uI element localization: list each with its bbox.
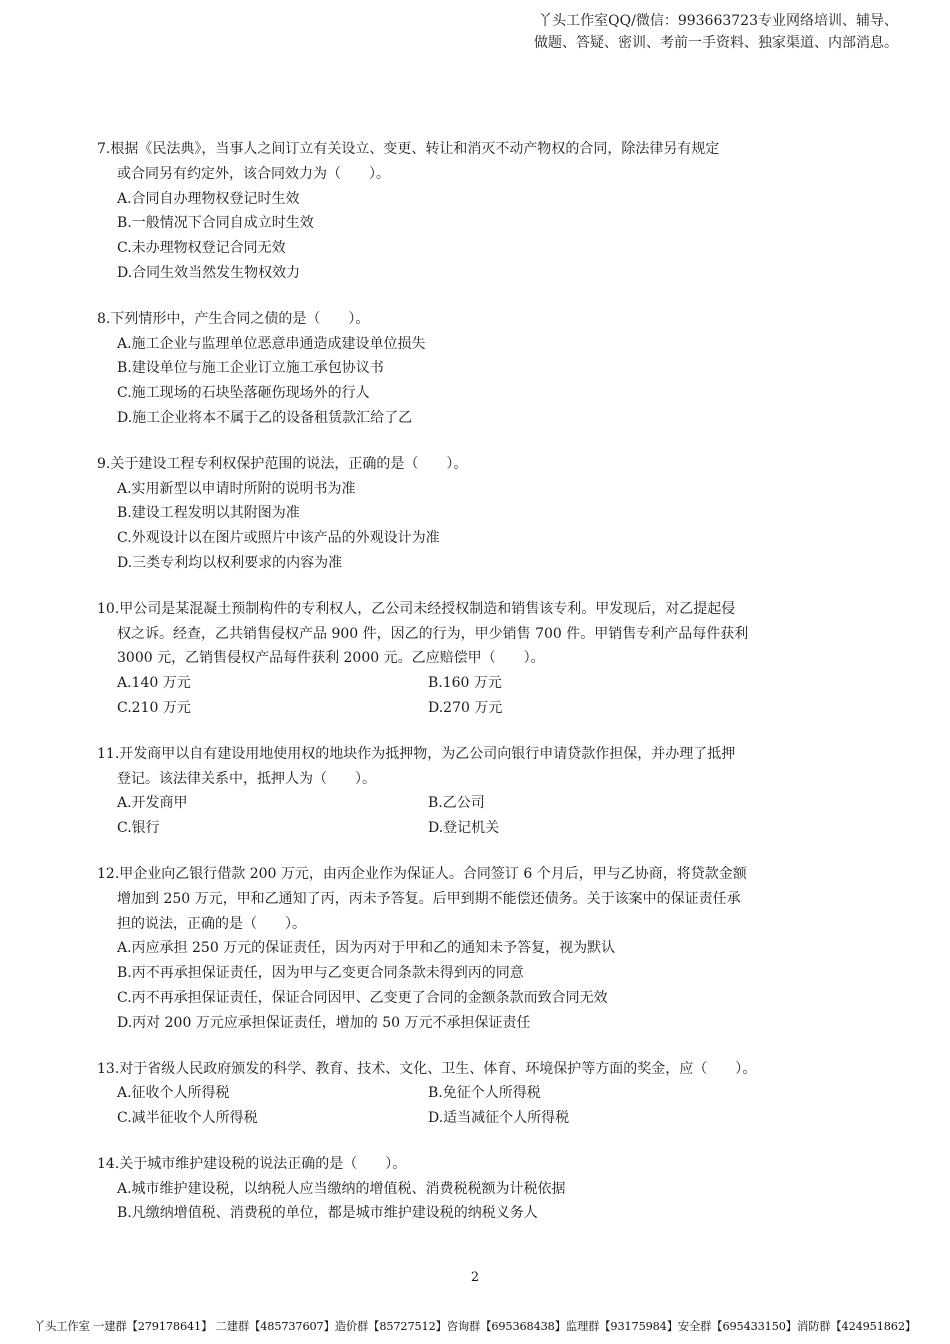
option-row xyxy=(97,1106,867,1131)
option-a: A.丙应承担 250 万元的保证责任，因为丙对于甲和乙的通知未予答复，视为默认 xyxy=(117,940,616,957)
stem-line: 或合同另有约定外，该合同效力为（ ）。 xyxy=(117,165,390,182)
option-row xyxy=(97,1081,867,1106)
question-stem xyxy=(97,1152,867,1177)
stem-line: 14.关于城市维护建设税的说法正确的是（ ）。 xyxy=(97,1155,407,1172)
stem-line: 11.开发商甲以自有建设用地使用权的地块作为抵押物，为乙公司向银行申请贷款作担保，并办理了抵押 xyxy=(97,745,736,762)
stem-line: 7.根据《民法典》，当事人之间订立有关设立、变更、转让和消灭不动产物权的合同，除法律另有规定 xyxy=(97,141,720,157)
option-b: B.建设单位与施工企业订立施工承包协议书 xyxy=(117,360,384,377)
question-11 xyxy=(97,742,867,841)
option-c: C.银行 xyxy=(117,820,160,837)
question-7 xyxy=(97,137,867,286)
question-stem xyxy=(97,597,867,671)
option-d: D.270 万元 xyxy=(428,699,503,716)
option-b: B.乙公司 xyxy=(428,795,485,812)
stem-line: 9.关于建设工程专利权保护范围的说法，正确的是（ ）。 xyxy=(97,455,468,472)
question-stem xyxy=(97,452,867,477)
stem-line: 10.甲公司是某混凝土预制构件的专利权人，乙公司未经授权制造和销售该专利。甲发现后，对乙提起侵 xyxy=(97,600,736,617)
question-stem xyxy=(97,742,867,792)
option-b: B.160 万元 xyxy=(428,675,502,692)
stem-line: 12.甲企业向乙银行借款 200 万元，由丙企业作为保证人。合同签订 6 个月后，甲与乙协商，将贷款金额 xyxy=(97,865,747,882)
stem-line: 权之诉。经查，乙共销售侵权产品 900 件，因乙的行为，甲少销售 700 件。甲销售专利产品每件获利 xyxy=(117,625,749,642)
header-line-1: 丫头工作室QQ/微信：993663723专业网络培训、辅导、 xyxy=(538,13,898,29)
option-row xyxy=(97,816,867,841)
option-b: B.凡缴纳增值税、消费税的单位，都是城市维护建设税的纳税义务人 xyxy=(117,1205,538,1222)
option-row xyxy=(97,791,867,816)
stem-line: 登记。该法律关系中，抵押人为（ ）。 xyxy=(117,770,376,787)
option-c: C.丙不再承担保证责任，保证合同因甲、乙变更了合同的金额条款而致合同无效 xyxy=(117,989,608,1006)
stem-line: 8.下列情形中，产生合同之债的是（ ）。 xyxy=(97,310,370,327)
option-a: A.开发商甲 xyxy=(117,795,188,812)
option-a: A.施工企业与监理单位恶意串通造成建设单位损失 xyxy=(117,335,426,352)
question-stem xyxy=(97,307,867,332)
option-d: D.合同生效当然发生物权效力 xyxy=(117,264,301,281)
option-a: A.140 万元 xyxy=(117,675,191,692)
stem-line: 增加到 250 万元，甲和乙通知了丙，丙未予答复。后甲到期不能偿还债务。关于该案中的保证责任承 xyxy=(117,890,741,907)
question-stem xyxy=(97,137,867,187)
option-d: D.三类专利均以权利要求的内容为准 xyxy=(117,554,343,571)
option-a: A.城市维护建设税，以纳税人应当缴纳的增值税、消费税税额为计税依据 xyxy=(117,1180,566,1197)
option-b: B.丙不再承担保证责任，因为甲与乙变更合同条款未得到丙的同意 xyxy=(117,965,524,982)
question-14 xyxy=(97,1152,867,1226)
option-row xyxy=(97,671,867,696)
option-b: B.建设工程发明以其附图为准 xyxy=(117,505,300,522)
option-c: C.施工现场的石块坠落砸伤现场外的行人 xyxy=(117,385,370,402)
stem-line: 13.对于省级人民政府颁发的科学、教育、技术、文化、卫生、体育、环境保护等方面的奖金，应（ ）。 xyxy=(97,1060,757,1077)
option-a: A.征收个人所得税 xyxy=(117,1085,230,1102)
question-8 xyxy=(97,307,867,431)
footer-group-list: 丫头工作室 一建群【279178641】 二建群【485737607】造价群【85727512】咨询群【695368438】监理群【93175984】安全群【695433150】消防群【424951862】 xyxy=(33,1320,917,1333)
stem-line: 3000 元，乙销售侵权产品每件获利 2000 元。乙应赔偿甲（ ）。 xyxy=(117,650,545,667)
page-number: 2 xyxy=(470,1270,480,1285)
option-row xyxy=(97,696,867,721)
option-c: C.减半征收个人所得税 xyxy=(117,1110,258,1127)
question-list xyxy=(97,137,867,1247)
question-stem xyxy=(97,862,867,936)
header-line-2: 做题、答疑、密训、考前一手资料、独家渠道、内部消息。 xyxy=(534,35,898,51)
question-9 xyxy=(97,452,867,576)
question-stem xyxy=(97,1057,867,1082)
stem-line: 担的说法，正确的是（ ）。 xyxy=(117,915,306,932)
option-b: B.一般情况下合同自成立时生效 xyxy=(117,215,314,232)
option-d: D.丙对 200 万元应承担保证责任，增加的 50 万元不承担保证责任 xyxy=(117,1014,531,1031)
option-d: D.登记机关 xyxy=(428,820,500,837)
option-c: C.外观设计以在图片或照片中该产品的外观设计为准 xyxy=(117,530,440,547)
option-c: C.未办理物权登记合同无效 xyxy=(117,240,286,257)
option-d: D.适当减征个人所得税 xyxy=(428,1110,570,1127)
option-c: C.210 万元 xyxy=(117,699,191,716)
question-13 xyxy=(97,1057,867,1131)
question-10 xyxy=(97,597,867,721)
header-notice xyxy=(478,10,898,54)
option-a: A.合同自办理物权登记时生效 xyxy=(117,190,300,207)
question-12 xyxy=(97,862,867,1036)
option-b: B.免征个人所得税 xyxy=(428,1085,541,1102)
option-d: D.施工企业将本不属于乙的设备租赁款汇给了乙 xyxy=(117,409,413,426)
option-a: A.实用新型以申请时所附的说明书为准 xyxy=(117,480,356,497)
